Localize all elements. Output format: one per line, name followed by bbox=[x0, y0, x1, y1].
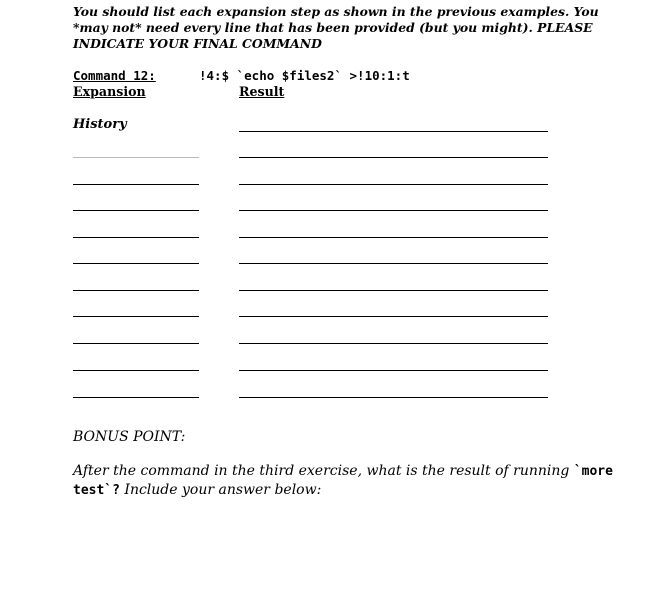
expansion-answer-line[interactable] bbox=[73, 370, 199, 371]
expansion-answer-line[interactable] bbox=[73, 343, 199, 344]
result-answer-line[interactable] bbox=[239, 184, 548, 185]
instructions-text: You should list each expansion step as shown in the previous examples. You *may not* need every line that has been provided (but you might). PLEASE INDICATE YOUR FINAL COMMAND bbox=[73, 4, 599, 51]
result-answer-line[interactable] bbox=[239, 157, 548, 158]
result-answer-line[interactable] bbox=[239, 131, 548, 132]
bonus-question-text: After the command in the third exercise, what is the result of running bbox=[73, 463, 574, 479]
expansion-answer-line[interactable] bbox=[73, 184, 199, 185]
result-header: Result bbox=[239, 84, 285, 99]
expansion-answer-line[interactable] bbox=[73, 397, 199, 398]
expansion-answer-line[interactable] bbox=[73, 210, 199, 211]
bonus-question-code: `more test`? bbox=[73, 464, 613, 498]
result-answer-line[interactable] bbox=[239, 210, 548, 211]
result-answer-line[interactable] bbox=[239, 316, 548, 317]
history-label: History bbox=[73, 117, 127, 132]
bonus-title: BONUS POINT: bbox=[73, 429, 186, 445]
result-answer-line[interactable] bbox=[239, 263, 548, 264]
bonus-question-instruction: Include your answer below: bbox=[119, 482, 322, 498]
result-answer-line[interactable] bbox=[239, 237, 548, 238]
expansion-answer-line[interactable] bbox=[73, 157, 199, 158]
command-text: !4:$ `echo $files2` >!10:1:t bbox=[199, 68, 410, 83]
result-answer-line[interactable] bbox=[239, 343, 548, 344]
result-answer-line[interactable] bbox=[239, 290, 548, 291]
expansion-answer-line[interactable] bbox=[73, 263, 199, 264]
result-answer-line[interactable] bbox=[239, 370, 548, 371]
result-answer-line[interactable] bbox=[239, 397, 548, 398]
command-label: Command 12: bbox=[73, 68, 156, 83]
expansion-answer-line[interactable] bbox=[73, 316, 199, 317]
expansion-answer-line[interactable] bbox=[73, 237, 199, 238]
bonus-question bbox=[73, 462, 613, 500]
expansion-answer-line[interactable] bbox=[73, 290, 199, 291]
expansion-header: Expansion bbox=[73, 84, 146, 99]
